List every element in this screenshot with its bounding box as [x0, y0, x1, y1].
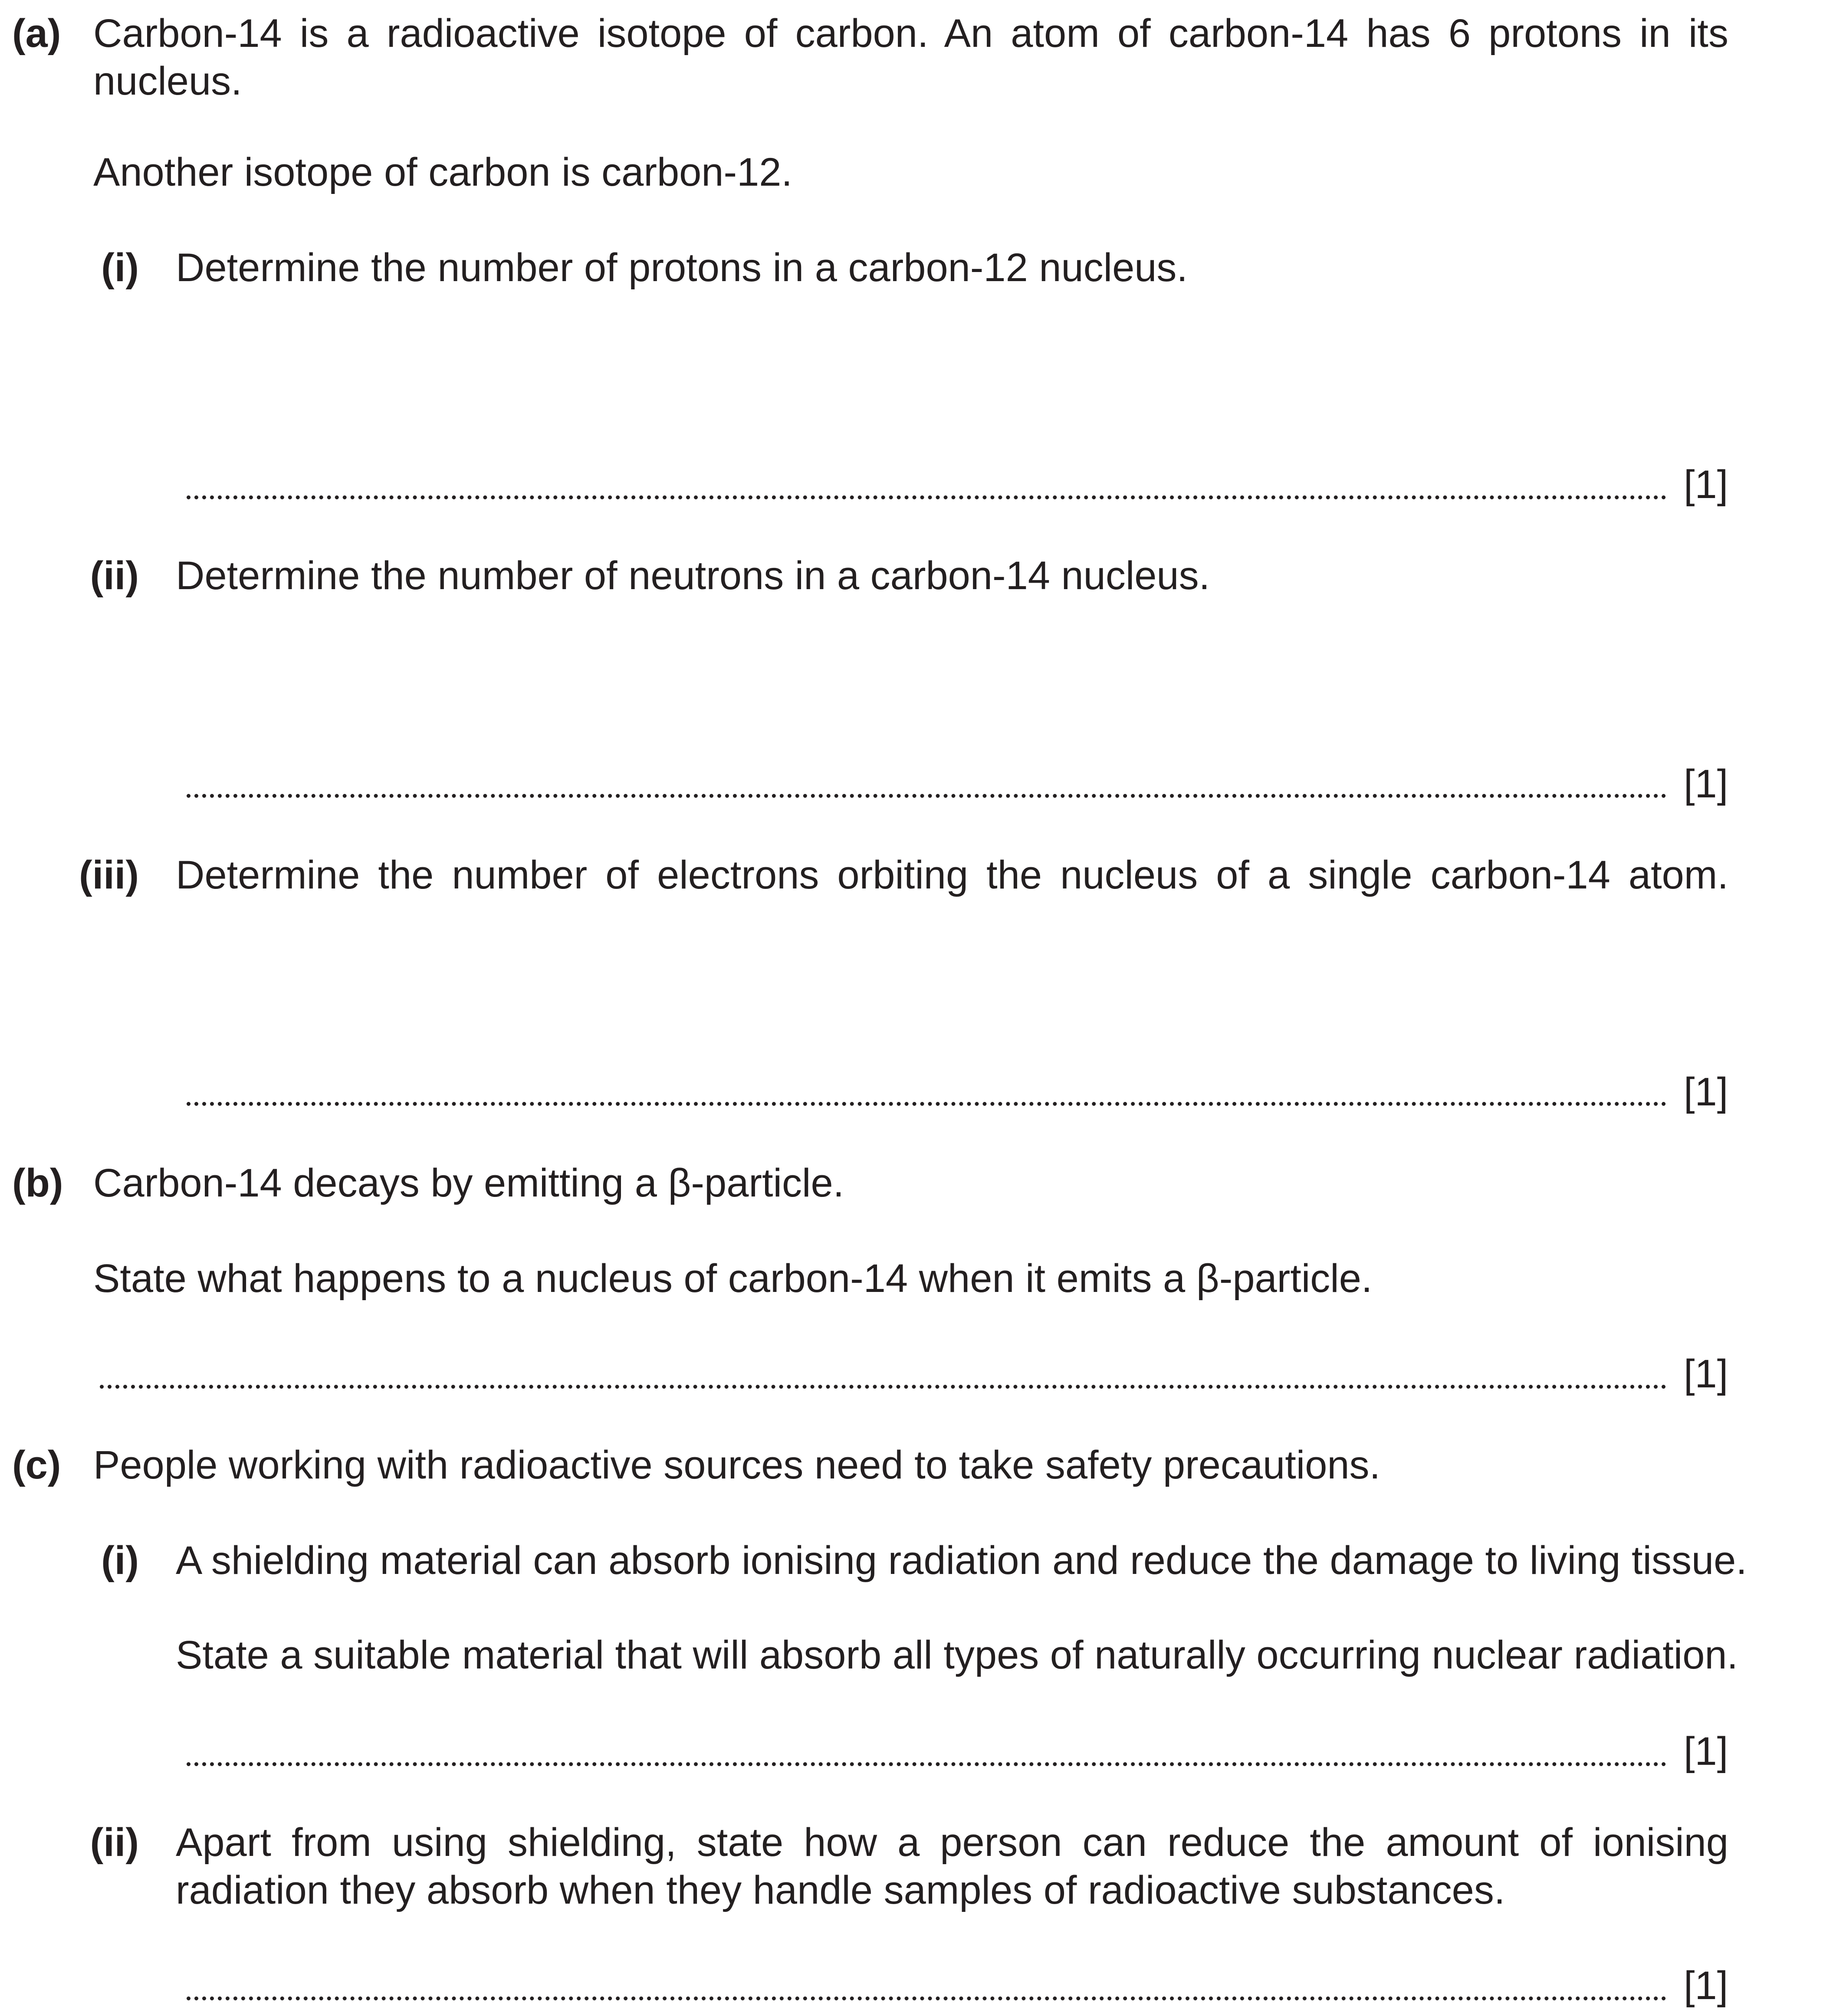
part-b-statement: Carbon-14 decays by emitting a β-particle.	[93, 1161, 844, 1205]
part-c-ii-label: (ii)	[90, 1820, 139, 1865]
part-b-marks: [1]	[1684, 1352, 1728, 1396]
part-b-label: (b)	[12, 1161, 63, 1205]
part-c-ii-marks: [1]	[1684, 1964, 1728, 2008]
part-a-ii-marks: [1]	[1684, 762, 1728, 806]
part-a-intro-line2: nucleus.	[93, 59, 242, 103]
part-a-intro-line1: Carbon-14 is a radioactive isotope of carbon. An atom of carbon-14 has 6 protons in its	[93, 11, 1728, 56]
part-a-iii-marks: [1]	[1684, 1070, 1728, 1114]
part-c-label: (c)	[12, 1443, 61, 1487]
part-a-label: (a)	[12, 11, 61, 56]
part-a-iii-question: Determine the number of electrons orbiting the nucleus of a single carbon-14 atom.	[176, 853, 1728, 897]
part-c-intro: People working with radioactive sources need to take safety precautions.	[93, 1443, 1381, 1487]
part-a-i-question: Determine the number of protons in a carbon-12 nucleus.	[176, 246, 1188, 290]
part-b-question: State what happens to a nucleus of carbon-14 when it emits a β-particle.	[93, 1256, 1373, 1301]
part-b-answer-line[interactable]	[100, 1385, 1666, 1389]
part-c-ii-question-line1: Apart from using shielding, state how a person can reduce the amount of ionising	[176, 1820, 1728, 1865]
part-a-ii-answer-line[interactable]	[187, 794, 1666, 798]
part-a-i-marks: [1]	[1684, 462, 1728, 507]
part-a-ii-question: Determine the number of neutrons in a carbon-14 nucleus.	[176, 554, 1210, 598]
part-a-ii-label: (ii)	[90, 554, 139, 598]
part-c-i-label: (i)	[101, 1538, 139, 1583]
part-c-i-statement: A shielding material can absorb ionising radiation and reduce the damage to living tissue.	[176, 1538, 1747, 1583]
part-c-i-answer-line[interactable]	[187, 1762, 1666, 1766]
part-a-intro2: Another isotope of carbon is carbon-12.	[93, 150, 792, 194]
part-c-i-marks: [1]	[1684, 1729, 1728, 1773]
part-a-i-label: (i)	[101, 246, 139, 290]
part-c-ii-question-line2: radiation they absorb when they handle samples of radioactive substances.	[176, 1868, 1505, 1912]
part-c-i-question: State a suitable material that will absorb all types of naturally occurring nuclear radiation.	[176, 1633, 1738, 1677]
part-a-iii-answer-line[interactable]	[187, 1102, 1666, 1106]
part-a-i-answer-line[interactable]	[187, 495, 1666, 499]
part-a-iii-label: (iii)	[79, 853, 139, 897]
part-c-ii-answer-line[interactable]	[187, 1996, 1666, 2000]
